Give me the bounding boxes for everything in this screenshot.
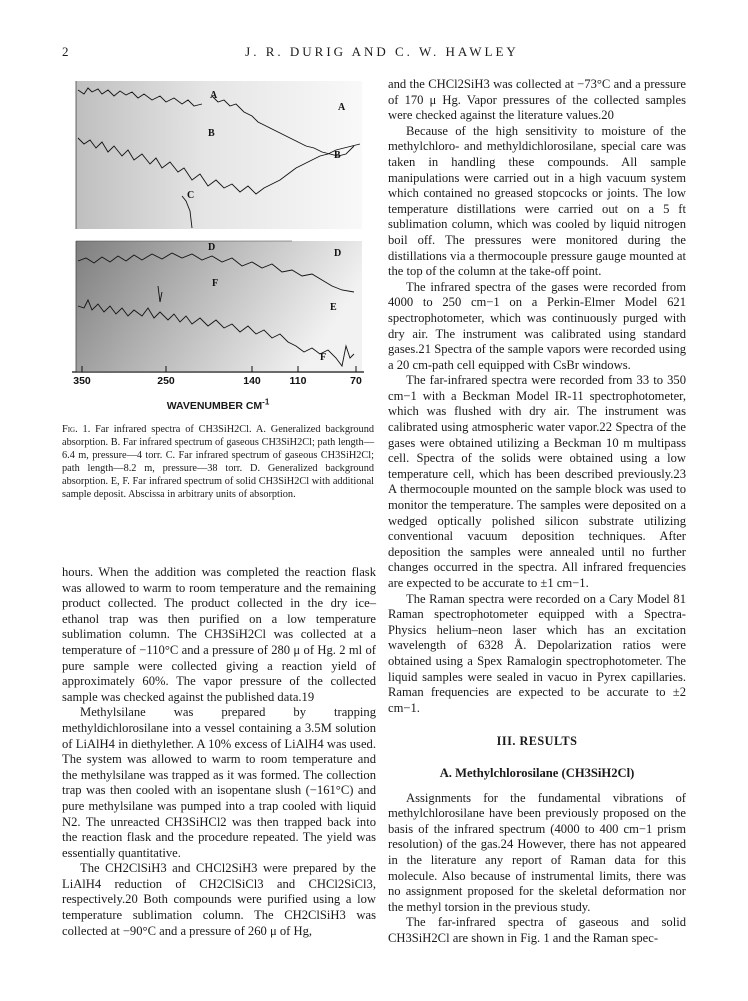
x-tick-70: 70 — [350, 375, 362, 387]
running-authors: J. R. DURIG AND C. W. HAWLEY — [245, 44, 519, 59]
label-d-2: D — [334, 248, 342, 259]
left-column — [62, 565, 376, 939]
x-axis-label: WAVENUMBER $CM^{-1}$ — [166, 397, 270, 412]
running-header — [62, 44, 702, 60]
figure-1 — [62, 76, 374, 396]
x-tick-labels — [73, 375, 362, 387]
paragraph: The far-infrared spectra were recorded from 33 to 350 cm−1 with a Beckman Model IR-11 spectrophotometer, which was flushed with dry air. The instrument was calibrated using atmospheric water vapor.22 Spectra of the gases were obtained utilizing a Beckman 10 m multipass cell. Spectra of the solids were obtained using a low temperature cell, which has been described previously.23 A thermocouple mounted on the sample block was used to monitor the temperature. The samples were deposited on a wedged optically polished silicon substrate utilizing conventional vacuum deposition techniques. After deposition the samples were annealed until no further changes occurred in the spectra. All infrared frequencies are expected to be accurate to ±1 cm−1. — [388, 373, 686, 590]
subsection-heading: A. Methylchlorosilane (CH3SiH2Cl) — [439, 765, 635, 780]
label-d-1: D — [208, 242, 216, 253]
x-tick-250: 250 — [157, 375, 175, 387]
caption-text: Far infrared spectra of CH3SiH2Cl. A. Generalized background absorption. B. Far infrared spectrum of gaseous CH3SiH2Cl; path length—6.4 m, pressure—4 torr. C. Far infrared spectrum of gaseous CH3SiH2Cl; path length—8.2 m, pressure—38 torr. D. Generalized background absorption. E, F. Far infrared spectrum of solid CH3SiH2Cl with additional sample deposit. Abscissa in arbitrary units of absorption. — [62, 424, 374, 500]
spectra-plot — [62, 76, 374, 396]
label-a-2: A — [338, 102, 346, 113]
label-f-1: F — [212, 278, 219, 289]
paragraph: Assignments for the fundamental vibrations of methylchlorosilane have been previously proposed on the basis of the infrared spectrum (4000 to 400 cm−1 prism resolution) of the gas.24 However, there has not appeared in the literature any report of Raman data for this molecule. Also because of instrumental limits, there was no assignment proposed for the skeletal deformation nor the methyl torsion in the previous study. — [388, 790, 686, 914]
paragraph: and the CHCl2SiH3 was collected at −73°C and a pressure of 170 μ Hg. Vapor pressures of the collected samples were checked against the literature values.20 — [388, 77, 686, 123]
label-b-1: B — [208, 128, 215, 139]
section-heading: III. RESULTS — [496, 734, 578, 749]
label-e: E — [330, 302, 337, 313]
label-c: C — [187, 190, 195, 201]
paragraph: The CH2ClSiH3 and CHCl2SiH3 were prepared by the LiAlH4 reduction of CH2ClSiCl3 and CHCl2SiCl3, respectively.20 Both compounds were purified using a low temperature sublimation column. The CH2ClSiH3 was collected at −90°C and a pressure of 260 μ of Hg, — [62, 861, 376, 938]
upper-panel-bg — [76, 81, 362, 229]
right-column — [388, 77, 686, 946]
x-tick-110: 110 — [289, 375, 307, 387]
paragraph: hours. When the addition was completed the reaction flask was allowed to warm to room temperature and the remaining product collected. The product collected in the dry ice–ethanol trap was then purified on a low temperature sublimation column. The CH3SiH2Cl was collected at a temperature of −110°C and a pressure of 280 μ of Hg. 2 ml of pure sample were collected giving a reaction yield of approximately 60%. The vapor pressure of the collected sample was checked against the published data.19 — [62, 565, 376, 704]
figure-caption — [62, 424, 374, 501]
paragraph: The far-infrared spectra of gaseous and solid CH3SiH2Cl are shown in Fig. 1 and the Raman spec- — [388, 915, 686, 945]
caption-lead: Fig. 1. — [62, 424, 91, 435]
x-tick-350: 350 — [73, 375, 91, 387]
label-f-2: F — [320, 352, 327, 363]
page-number: 2 — [62, 44, 69, 59]
paragraph: Methylsilane was prepared by trapping methyldichlorosilane into a vessel containing a 3.5M solution of LiAlH4 in diethylether. A 10% excess of LiAlH4 was used. The system was allowed to warm to room temperature and the methylsilane was trapped as it was formed. The collection trap was then cooled with an isopentane slush (−161°C) and pure methylsilane was pumped into a trap cooled with liquid N2. The unreacted CH3SiHCl2 was then trapped back into the reaction flask and the procedure repeated. The yield was essentially quantitative. — [62, 705, 376, 860]
label-a-1: A — [210, 90, 218, 101]
paragraph: The infrared spectra of the gases were recorded from 4000 to 250 cm−1 on a Perkin-Elmer Model 621 spectrophotometer, which was continuously purged with dry air. The instrument was calibrated using standard gases.21 Spectra of the sample vapors were recorded using a 20 cm-path cell equipped with CsBr windows. — [388, 279, 686, 372]
paragraph: The Raman spectra were recorded on a Cary Model 81 Raman spectrophotometer equipped with a Spectra-Physics helium–neon laser which has an excitation wavelength of 6328 Å. Depolarization ratios were obtained using a Spex Ramalogin spectrophotometer. The liquid samples were sealed in vacuo in Pyrex capillaries. Raman frequencies are expected to be accurate to ±2 cm−1. — [388, 591, 686, 715]
paragraph: Because of the high sensitivity to moisture of the methylchloro- and methyldichlorosilane, special care was taken in handling these compounds. All sample manipulations were carried out in a high vacuum system which contained no greased stopcocks or joints. The low temperature distillations were carried out on a 5 ft sublimation column, which was cooled by liquid nitrogen boil off. The pressures were monitored during the distillations via a thermocouple pressure gauge mounted at the top of the column at the take-off point. — [388, 123, 686, 279]
x-tick-140: 140 — [243, 375, 261, 387]
label-b-2: B — [334, 150, 341, 161]
